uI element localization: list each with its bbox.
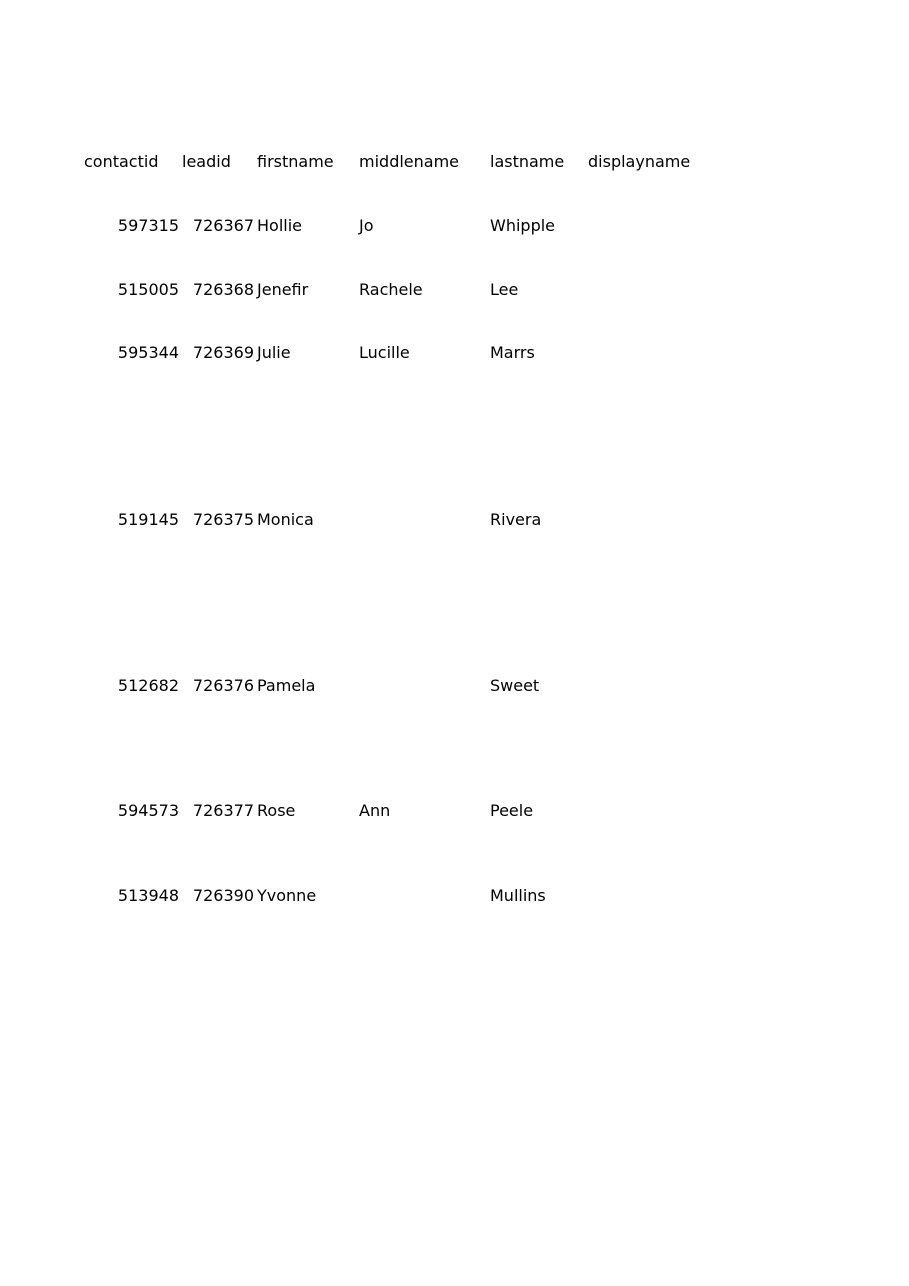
cell-middlename: Lucille: [359, 343, 410, 362]
cell-contactid: 512682: [117, 676, 179, 695]
cell-lastname: Peele: [490, 801, 534, 820]
cell-lastname: Whipple: [490, 216, 556, 235]
cell-leadid: 726376: [192, 676, 254, 695]
cell-contactid: 595344: [117, 343, 179, 362]
cell-middlename: Ann: [359, 801, 391, 820]
cell-leadid: 726390: [192, 886, 254, 905]
column-header-firstname: firstname: [257, 152, 334, 171]
cell-firstname: Yvonne: [257, 886, 317, 905]
cell-leadid: 726377: [192, 801, 254, 820]
cell-leadid: 726367: [192, 216, 254, 235]
cell-firstname: Monica: [257, 510, 314, 529]
column-header-lastname: lastname: [490, 152, 565, 171]
cell-contactid: 515005: [117, 280, 179, 299]
cell-leadid: 726375: [192, 510, 254, 529]
cell-firstname: Rose: [257, 801, 296, 820]
cell-middlename: Rachele: [359, 280, 423, 299]
cell-lastname: Sweet: [490, 676, 540, 695]
cell-contactid: 594573: [117, 801, 179, 820]
cell-contactid: 597315: [117, 216, 179, 235]
cell-firstname: Pamela: [257, 676, 316, 695]
cell-leadid: 726368: [192, 280, 254, 299]
cell-firstname: Julie: [257, 343, 291, 362]
cell-lastname: Lee: [490, 280, 519, 299]
column-header-middlename: middlename: [359, 152, 460, 171]
cell-firstname: Hollie: [257, 216, 302, 235]
cell-middlename: Jo: [359, 216, 374, 235]
cell-lastname: Rivera: [490, 510, 542, 529]
cell-leadid: 726369: [192, 343, 254, 362]
cell-contactid: 513948: [117, 886, 179, 905]
cell-firstname: Jenefir: [257, 280, 309, 299]
column-header-leadid: leadid: [182, 152, 231, 171]
cell-contactid: 519145: [117, 510, 179, 529]
cell-lastname: Marrs: [490, 343, 535, 362]
column-header-displayname: displayname: [588, 152, 691, 171]
column-header-contactid: contactid: [84, 152, 159, 171]
cell-lastname: Mullins: [490, 886, 546, 905]
